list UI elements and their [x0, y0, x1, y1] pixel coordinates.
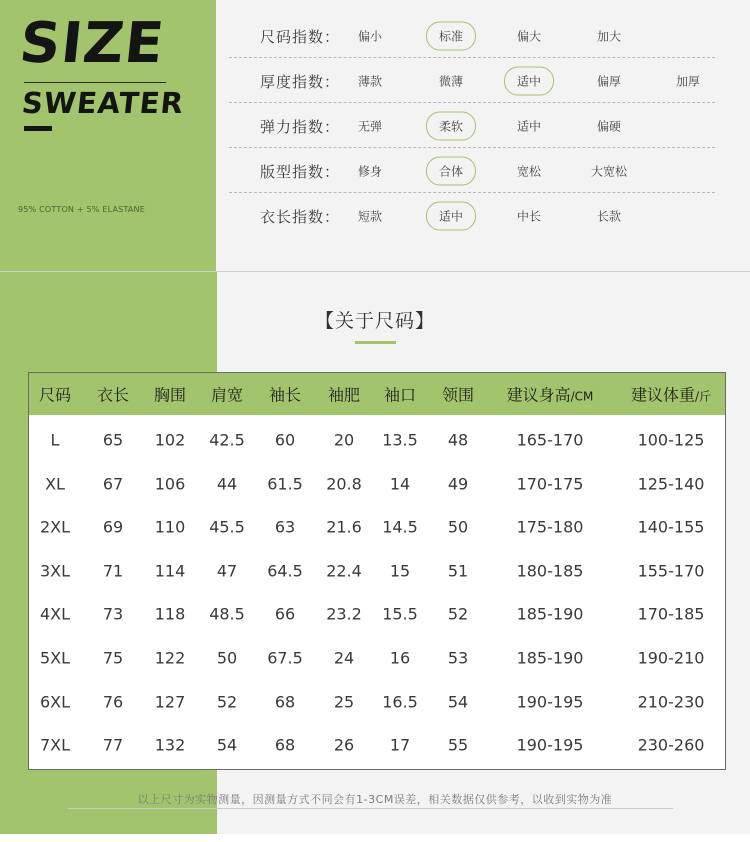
index-option: 长款 — [596, 209, 622, 224]
table-cell: 190-210 — [637, 648, 705, 668]
brand-title: SIZE — [16, 11, 168, 76]
table-cell: 69 — [102, 517, 124, 537]
dashed-separator — [229, 192, 715, 193]
column-header-label: 建议体重 — [630, 385, 695, 405]
index-label: 版型指数： — [260, 162, 341, 181]
table-cell: 140-155 — [637, 517, 705, 537]
column-header-label: 袖肥 — [327, 385, 361, 405]
index-option: 中长 — [516, 209, 542, 224]
table-cell: 132 — [154, 735, 186, 755]
row-size-label: 4XL — [39, 604, 71, 624]
table-cell: 17 — [389, 735, 411, 755]
table-cell: 73 — [102, 604, 124, 624]
table-cell: 110 — [154, 517, 186, 537]
table-cell: 190-195 — [516, 692, 584, 712]
table-cell: 66 — [274, 604, 296, 624]
column-header — [328, 383, 360, 406]
table-cell: 68 — [274, 692, 296, 712]
index-row — [229, 104, 715, 148]
dashed-separator — [229, 147, 715, 148]
index-option: 薄款 — [357, 74, 383, 89]
table-cell: 68 — [274, 735, 296, 755]
row-size-label: XL — [45, 474, 65, 494]
bottom-margin — [0, 834, 750, 842]
table-cell: 175-180 — [516, 517, 584, 537]
table-cell: 25 — [333, 692, 355, 712]
row-size-label: 6XL — [39, 692, 71, 712]
column-header — [507, 383, 594, 406]
table-cell: 67.5 — [267, 648, 303, 668]
column-header-unit: /斤 — [694, 389, 712, 404]
table-cell: 155-170 — [637, 561, 705, 581]
table-cell: 122 — [154, 648, 186, 668]
column-header — [631, 383, 711, 406]
brand-subtitle: SWEATER — [20, 86, 186, 120]
table-cell: 15 — [389, 561, 411, 581]
table-cell: 52 — [447, 604, 469, 624]
dashed-separator — [229, 57, 715, 58]
size-chart-table — [28, 372, 726, 770]
table-cell: 54 — [447, 692, 469, 712]
table-cell: 190-195 — [516, 735, 584, 755]
table-cell: 24 — [333, 648, 355, 668]
table-cell: 64.5 — [267, 561, 303, 581]
table-cell: 50 — [216, 648, 238, 668]
table-cell: 185-190 — [516, 648, 584, 668]
table-cell: 14 — [389, 474, 411, 494]
table-cell: 20.8 — [326, 474, 362, 494]
table-cell: 210-230 — [637, 692, 705, 712]
table-cell: 15.5 — [382, 604, 418, 624]
brand-rule — [24, 82, 166, 83]
table-cell: 102 — [154, 430, 186, 450]
index-option-selected: 适中 — [426, 202, 476, 231]
table-cell: 63 — [274, 517, 296, 537]
table-cell: 44 — [216, 474, 238, 494]
index-option-selected: 标准 — [426, 22, 476, 51]
index-option: 偏硬 — [596, 119, 622, 134]
column-header-label: 胸围 — [153, 385, 187, 405]
table-cell: 127 — [154, 692, 186, 712]
table-cell: 118 — [154, 604, 186, 624]
index-option: 宽松 — [516, 164, 542, 179]
index-option-selected: 合体 — [426, 157, 476, 186]
row-size-label: L — [50, 430, 60, 450]
column-header — [39, 383, 71, 406]
column-header-label: 袖口 — [383, 385, 417, 405]
column-header-label: 建议身高 — [506, 385, 571, 405]
index-option: 加厚 — [675, 74, 701, 89]
table-cell: 185-190 — [516, 604, 584, 624]
table-cell: 47 — [216, 561, 238, 581]
index-option: 微薄 — [438, 74, 464, 89]
table-cell: 50 — [447, 517, 469, 537]
column-header — [97, 383, 129, 406]
table-cell: 170-175 — [516, 474, 584, 494]
table-cell: 16.5 — [382, 692, 418, 712]
table-cell: 42.5 — [209, 430, 245, 450]
table-cell: 45.5 — [209, 517, 245, 537]
index-row — [229, 59, 715, 103]
index-option: 适中 — [516, 119, 542, 134]
fabric-composition: 95% COTTON + 5% ELASTANE — [18, 205, 145, 214]
table-cell: 16 — [389, 648, 411, 668]
table-cell: 61.5 — [267, 474, 303, 494]
index-option: 短款 — [357, 209, 383, 224]
table-cell: 165-170 — [516, 430, 584, 450]
table-cell: 26 — [333, 735, 355, 755]
column-header-label: 尺码 — [38, 385, 72, 405]
table-cell: 75 — [102, 648, 124, 668]
column-header — [154, 383, 186, 406]
index-row — [229, 194, 715, 238]
index-option: 无弹 — [357, 119, 383, 134]
column-header — [384, 383, 416, 406]
column-header-label: 袖长 — [268, 385, 302, 405]
row-size-label: 3XL — [39, 561, 71, 581]
brand-underbar — [24, 126, 52, 131]
index-option: 偏厚 — [596, 74, 622, 89]
column-header — [269, 383, 301, 406]
table-cell: 170-185 — [637, 604, 705, 624]
section-title: 【关于尺码】 — [314, 310, 435, 332]
index-option: 修身 — [357, 164, 383, 179]
table-cell: 13.5 — [382, 430, 418, 450]
table-cell: 114 — [154, 561, 186, 581]
index-option: 加大 — [596, 29, 622, 44]
table-cell: 60 — [274, 430, 296, 450]
table-cell: 76 — [102, 692, 124, 712]
table-cell: 67 — [102, 474, 124, 494]
index-label: 弹力指数： — [260, 117, 341, 136]
table-cell: 51 — [447, 561, 469, 581]
table-cell: 53 — [447, 648, 469, 668]
table-cell: 23.2 — [326, 604, 362, 624]
index-option-selected: 柔软 — [426, 112, 476, 141]
title-underline — [355, 341, 396, 344]
index-label: 厚度指数： — [260, 72, 341, 91]
table-cell: 48.5 — [209, 604, 245, 624]
index-row — [229, 149, 715, 193]
index-label: 衣长指数： — [260, 207, 341, 226]
column-header-label: 衣长 — [96, 385, 130, 405]
column-header-unit: /CM — [570, 389, 594, 404]
table-cell: 52 — [216, 692, 238, 712]
table-cell: 22.4 — [326, 561, 362, 581]
table-cell: 71 — [102, 561, 124, 581]
index-option: 偏大 — [516, 29, 542, 44]
table-cell: 21.6 — [326, 517, 362, 537]
table-cell: 49 — [447, 474, 469, 494]
table-cell: 125-140 — [637, 474, 705, 494]
footnote-underline — [68, 808, 673, 809]
index-option: 偏小 — [357, 29, 383, 44]
column-header — [442, 383, 474, 406]
row-size-label: 7XL — [39, 735, 71, 755]
index-row — [229, 14, 715, 58]
table-cell: 106 — [154, 474, 186, 494]
table-cell: 54 — [216, 735, 238, 755]
index-label: 尺码指数： — [260, 27, 341, 46]
table-cell: 14.5 — [382, 517, 418, 537]
table-cell: 77 — [102, 735, 124, 755]
table-cell: 55 — [447, 735, 469, 755]
index-option: 大宽松 — [590, 164, 628, 179]
row-size-label: 2XL — [39, 517, 71, 537]
table-cell: 100-125 — [637, 430, 705, 450]
row-size-label: 5XL — [39, 648, 71, 668]
table-cell: 180-185 — [516, 561, 584, 581]
table-cell: 48 — [447, 430, 469, 450]
table-cell: 230-260 — [637, 735, 705, 755]
column-header-label: 领围 — [441, 385, 475, 405]
table-cell: 20 — [333, 430, 355, 450]
dashed-separator — [229, 102, 715, 103]
column-header-label: 肩宽 — [210, 385, 244, 405]
table-cell: 65 — [102, 430, 124, 450]
column-header — [211, 383, 243, 406]
footnote: 以上尺寸为实物测量，因测量方式不同会有1-3CM误差，相关数据仅供参考，以收到实物为准 — [137, 793, 613, 806]
table-header — [29, 373, 725, 415]
index-option-selected: 适中 — [504, 67, 554, 96]
